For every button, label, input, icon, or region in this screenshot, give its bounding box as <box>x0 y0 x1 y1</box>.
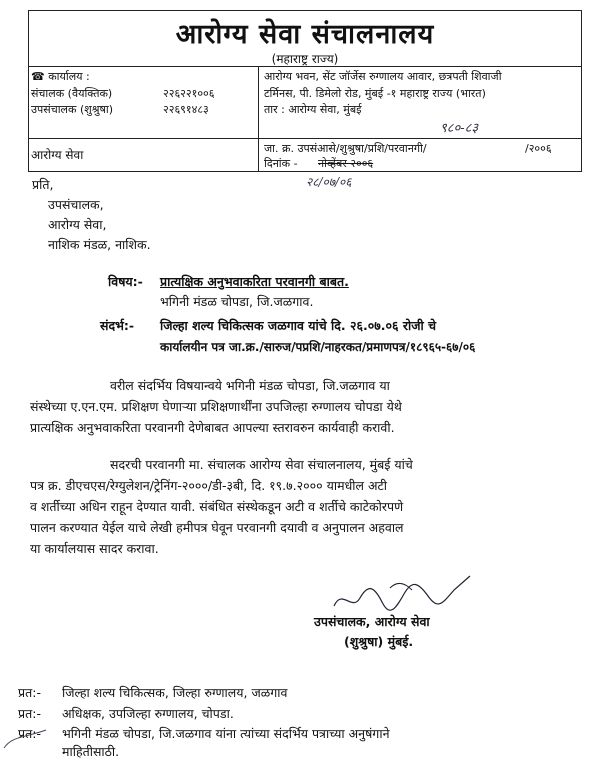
copy-recipient: अधिक्षक, उपजिल्हा रुग्णालय, चोपडा. <box>62 706 234 721</box>
office-label: ☎ कार्यालय : <box>31 70 90 83</box>
paragraph-line: संस्थेच्या ए.एन.एम. प्रशिक्षण घेणाऱ्या प्रशिक्षणार्थींना उपजिल्हा रुग्णालय चोपडा येथे <box>30 399 402 414</box>
paragraph-line: वरील संदर्भिय विषयान्वये भगिनी मंडळ चोपडा, जि.जळगाव या <box>110 378 390 393</box>
paragraph-line: पत्र क्र. डीएचएस/रेग्युलेशन/ट्रेनिंग-२०००/डी-३बी, दि. १९.७.२००० यामधील अटी <box>30 478 388 493</box>
copy-label: प्रत:- <box>18 685 41 700</box>
contact-phone: २२६२२१००६ <box>163 87 215 100</box>
department-label: आरोग्य सेवा <box>31 148 84 162</box>
recipient-salutation: प्रति, <box>32 177 54 192</box>
subject-text: भगिनी मंडळ चोपडा, जि.जळगाव. <box>160 294 314 309</box>
handwritten-number: ९८०-८३ <box>440 121 479 136</box>
reference-text: कार्यालयीन पत्र जा.क्र./सारुज/पप्रशि/नाहरकत/प्रमाणपत्र/१८९६५-६७/०६ <box>160 340 476 354</box>
subject-text: प्रात्यक्षिक अनुभवाकरिता परवानगी बाबत. <box>160 274 349 289</box>
paragraph-line: या कार्यालयास सादर करावा. <box>30 541 159 556</box>
reference-number: जा. क्र. उपसंआसे/शुश्रुषा/प्रशि/परवानगी/ <box>264 142 427 155</box>
header-divider <box>28 66 582 67</box>
paragraph-line: सदरची परवानगी मा. संचालक आरोग्य सेवा संचालनालय, मुंबई यांचे <box>110 457 413 472</box>
header-column-divider <box>258 66 259 171</box>
handwritten-date: २८/०७/०६ <box>306 175 352 189</box>
recipient-line: उपसंचालक, <box>48 197 104 212</box>
signature-image <box>330 568 480 618</box>
reference-text: जिल्हा शल्य चिकित्सक जळगाव यांचे दि. २६.०७.०६ रोजी चे <box>160 318 437 333</box>
signature-office: (शुश्रुषा) मुंबई. <box>344 634 414 649</box>
reference-label: संदर्भ:- <box>100 318 135 333</box>
paragraph-line: पालन करण्यात येईल याचे लेखी हमीपत्र घेवून परवानगी दयावी व अनुपालन अहवाल <box>30 520 404 535</box>
copy-recipient: माहितीसाठी. <box>62 744 120 759</box>
copy-recipient: भगिनी मंडळ चोपडा, जि.जळगाव यांना त्यांच्या संदर्भिय पत्राच्या अनुषंगाने <box>62 726 390 741</box>
recipient-line: आरोग्य सेवा, <box>48 217 107 232</box>
paragraph-line: प्रात्यक्षिक अनुभवाकरिता परवानगी देणेबाबत आपल्या स्तरावरुन कार्यवाही करावी. <box>30 420 395 435</box>
copy-recipient: जिल्हा शल्य चिकित्सक, जिल्हा रुग्णालय, जळगाव <box>62 685 288 700</box>
signature-designation: उपसंचालक, आरोग्य सेवा <box>314 614 430 629</box>
state-name: (महाराष्ट्र राज्य) <box>271 52 339 66</box>
contact-phone: २२६९१४८३ <box>163 103 209 116</box>
office-title: आरोग्य सेवा संचालनालय <box>175 19 435 50</box>
address-line: टर्मिनस, पी. डिमेलो रोड, मुंबई -१ महाराष्ट्र राज्य (भारत) <box>264 87 486 100</box>
address-line: तार : आरोग्य सेवा, मुंबई <box>264 103 362 116</box>
contact-label: संचालक (वैयक्तिक) <box>31 87 113 100</box>
reference-year: /२००६ <box>525 142 552 155</box>
date-label: दिनांक - <box>264 157 298 170</box>
contact-label: उपसंचालक (शुश्रुषा) <box>31 103 114 116</box>
paragraph-line: व शर्तीच्या अधिन राहून देण्यात यावी. संबंधित संस्थेकडून अटी व शर्तीचे काटेकोरपणे <box>30 499 404 514</box>
subject-label: विषय:- <box>108 274 143 289</box>
copy-label: प्रत:- <box>18 706 41 721</box>
date-value: नोव्हेंबर २००६ <box>318 157 374 170</box>
address-line: आरोग्य भवन, सेंट जॉर्जेस रुग्णालय आवार, छत्रपती शिवाजी <box>264 70 502 83</box>
recipient-line: नाशिक मंडळ, नाशिक. <box>48 237 151 252</box>
copy-label: प्रत:- <box>18 726 41 741</box>
header-divider <box>28 138 582 139</box>
margin-mark <box>2 724 52 754</box>
